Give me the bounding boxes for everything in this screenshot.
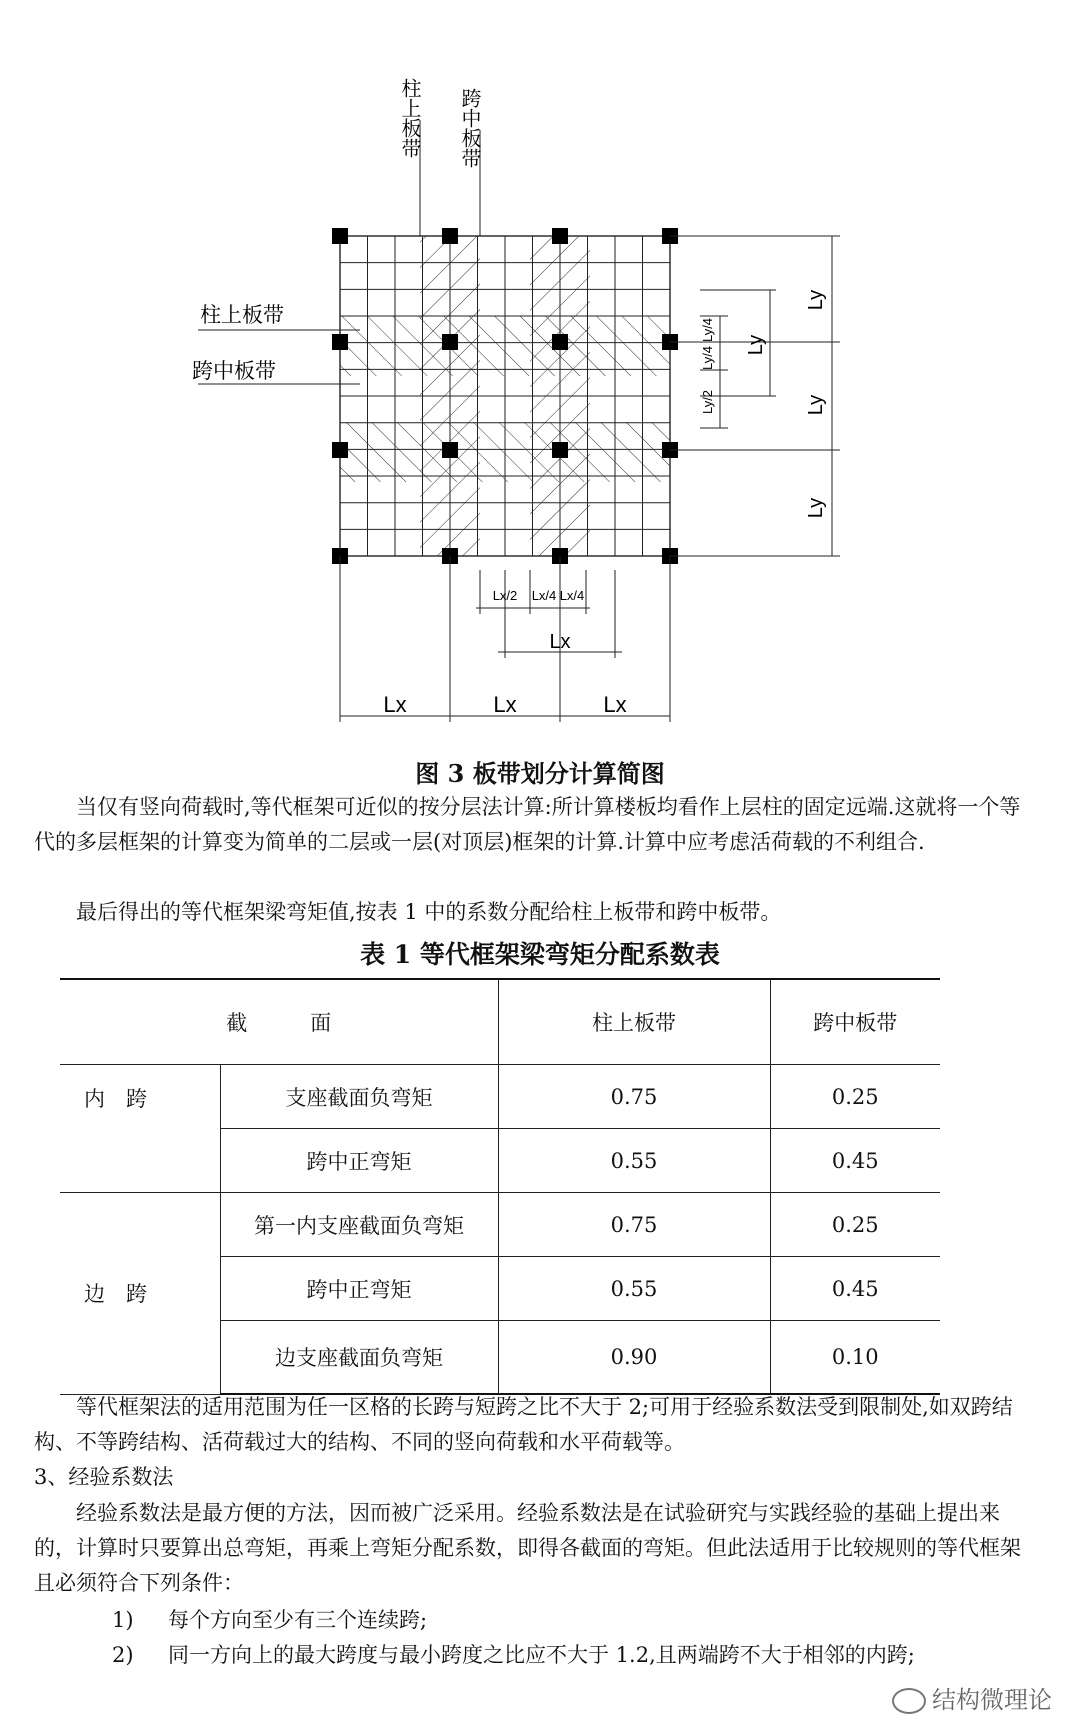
row-middle-strip: 0.45 (770, 1129, 940, 1193)
dim-ly-inner: Ly (745, 334, 767, 356)
frac-lx4-b: Lx/4 (559, 588, 585, 603)
row-section: 跨中正弯矩 (220, 1257, 498, 1321)
frac-lx2: Lx/2 (492, 588, 518, 603)
top-label-column-strip: 柱上板带 (398, 78, 422, 158)
top-label-middle-strip: 跨中板带 (458, 88, 482, 168)
list-number: 2) (112, 1643, 134, 1667)
row-middle-strip: 0.45 (770, 1257, 940, 1321)
header-section: 截 面 (60, 979, 498, 1065)
watermark (892, 1680, 1052, 1715)
frac-ly2: Ly/2 (700, 389, 715, 415)
dim-ly-3: Ly (805, 497, 827, 519)
paragraph-4: 经验系数法是最方便的方法，因而被广泛采用。经验系数法是在试验研究与实践经验的基础上提出来的，计算时只要算出总弯矩，再乘上弯矩分配系数，即得各截面的弯矩。但此法适用于比较规则的等代框架且必须符合下列条件： (34, 1501, 1021, 1595)
column-square (332, 334, 348, 350)
dim-ly-1: Ly (805, 289, 827, 311)
frac-lx4-a: Lx/4 (531, 588, 557, 603)
frac-ly4-b: Ly/4 (700, 345, 715, 371)
group-end-span: 边 跨 (60, 1193, 220, 1395)
row-middle-strip: 0.25 (770, 1065, 940, 1129)
header-column-strip: 柱上板带 (498, 979, 770, 1065)
column-square (552, 442, 568, 458)
list-text: 每个方向至少有三个连续跨; (168, 1608, 428, 1632)
column-square (442, 228, 458, 244)
left-label-column-strip: 柱上板带 (200, 303, 284, 327)
row-column-strip: 0.75 (498, 1065, 770, 1129)
left-label-middle-strip: 跨中板带 (192, 359, 276, 383)
column-square (442, 442, 458, 458)
section-heading-3: 3、经验系数法 (34, 1465, 174, 1489)
table-title: 表 1 等代框架梁弯矩分配系数表 (360, 940, 720, 969)
row-column-strip: 0.55 (498, 1257, 770, 1321)
row-section: 第一内支座截面负弯矩 (220, 1193, 498, 1257)
list-item (112, 1603, 1042, 1638)
row-section: 边支座截面负弯矩 (220, 1321, 498, 1395)
table-row (60, 1193, 940, 1257)
dim-ly-2: Ly (805, 394, 827, 416)
list-text: 同一方向上的最大跨度与最小跨度之比应不大于 1.2,且两端跨不大于相邻的内跨; (168, 1643, 915, 1667)
table-row (60, 1065, 940, 1129)
row-middle-strip: 0.10 (770, 1321, 940, 1395)
slab-grid (340, 236, 670, 556)
dim-lx-1: Lx (383, 692, 407, 717)
paragraph-3: 等代框架法的适用范围为任一区格的长跨与短跨之比不大于 2;可用于经验系数法受到限制处,如双跨结构、不等跨结构、活荷载过大的结构、不同的竖向荷载和水平荷载等。 (34, 1395, 1013, 1454)
column-square (332, 228, 348, 244)
column-square (552, 334, 568, 350)
paragraph-1: 当仅有竖向荷载时,等代框架可近似的按分层法计算:所计算楼板均看作上层柱的固定远端.这就将一个等代的多层框架的计算变为简单的二层或一层(对顶层)框架的计算.计算中应考虑活荷载的不利组合. (34, 795, 1021, 854)
frac-ly4-a: Ly/4 (700, 317, 715, 343)
wechat-icon (892, 1688, 926, 1714)
row-column-strip: 0.55 (498, 1129, 770, 1193)
group-inner-span: 内 跨 (60, 1065, 220, 1193)
row-section: 跨中正弯矩 (220, 1129, 498, 1193)
row-column-strip: 0.75 (498, 1193, 770, 1257)
column-square (332, 442, 348, 458)
header-middle-strip: 跨中板带 (770, 979, 940, 1065)
paragraph-2: 最后得出的等代框架梁弯矩值,按表 1 中的系数分配给柱上板带和跨中板带。 (76, 900, 782, 924)
list-item (112, 1638, 1042, 1673)
watermark-text: 结构微理论 (932, 1686, 1052, 1714)
coefficient-table (60, 978, 940, 1395)
row-column-strip: 0.90 (498, 1321, 770, 1395)
strip-division-diagram (0, 0, 1080, 740)
row-middle-strip: 0.25 (770, 1193, 940, 1257)
figure-caption: 图 3 板带划分计算简图 (415, 759, 665, 788)
column-square (442, 334, 458, 350)
figure-3 (0, 0, 1080, 740)
dim-lx-inner: Lx (549, 631, 571, 653)
row-section: 支座截面负弯矩 (220, 1065, 498, 1129)
dim-lx-3: Lx (603, 692, 627, 717)
table-header-row (60, 979, 940, 1065)
list-number: 1) (112, 1608, 134, 1632)
column-square (552, 228, 568, 244)
dim-lx-2: Lx (493, 692, 517, 717)
